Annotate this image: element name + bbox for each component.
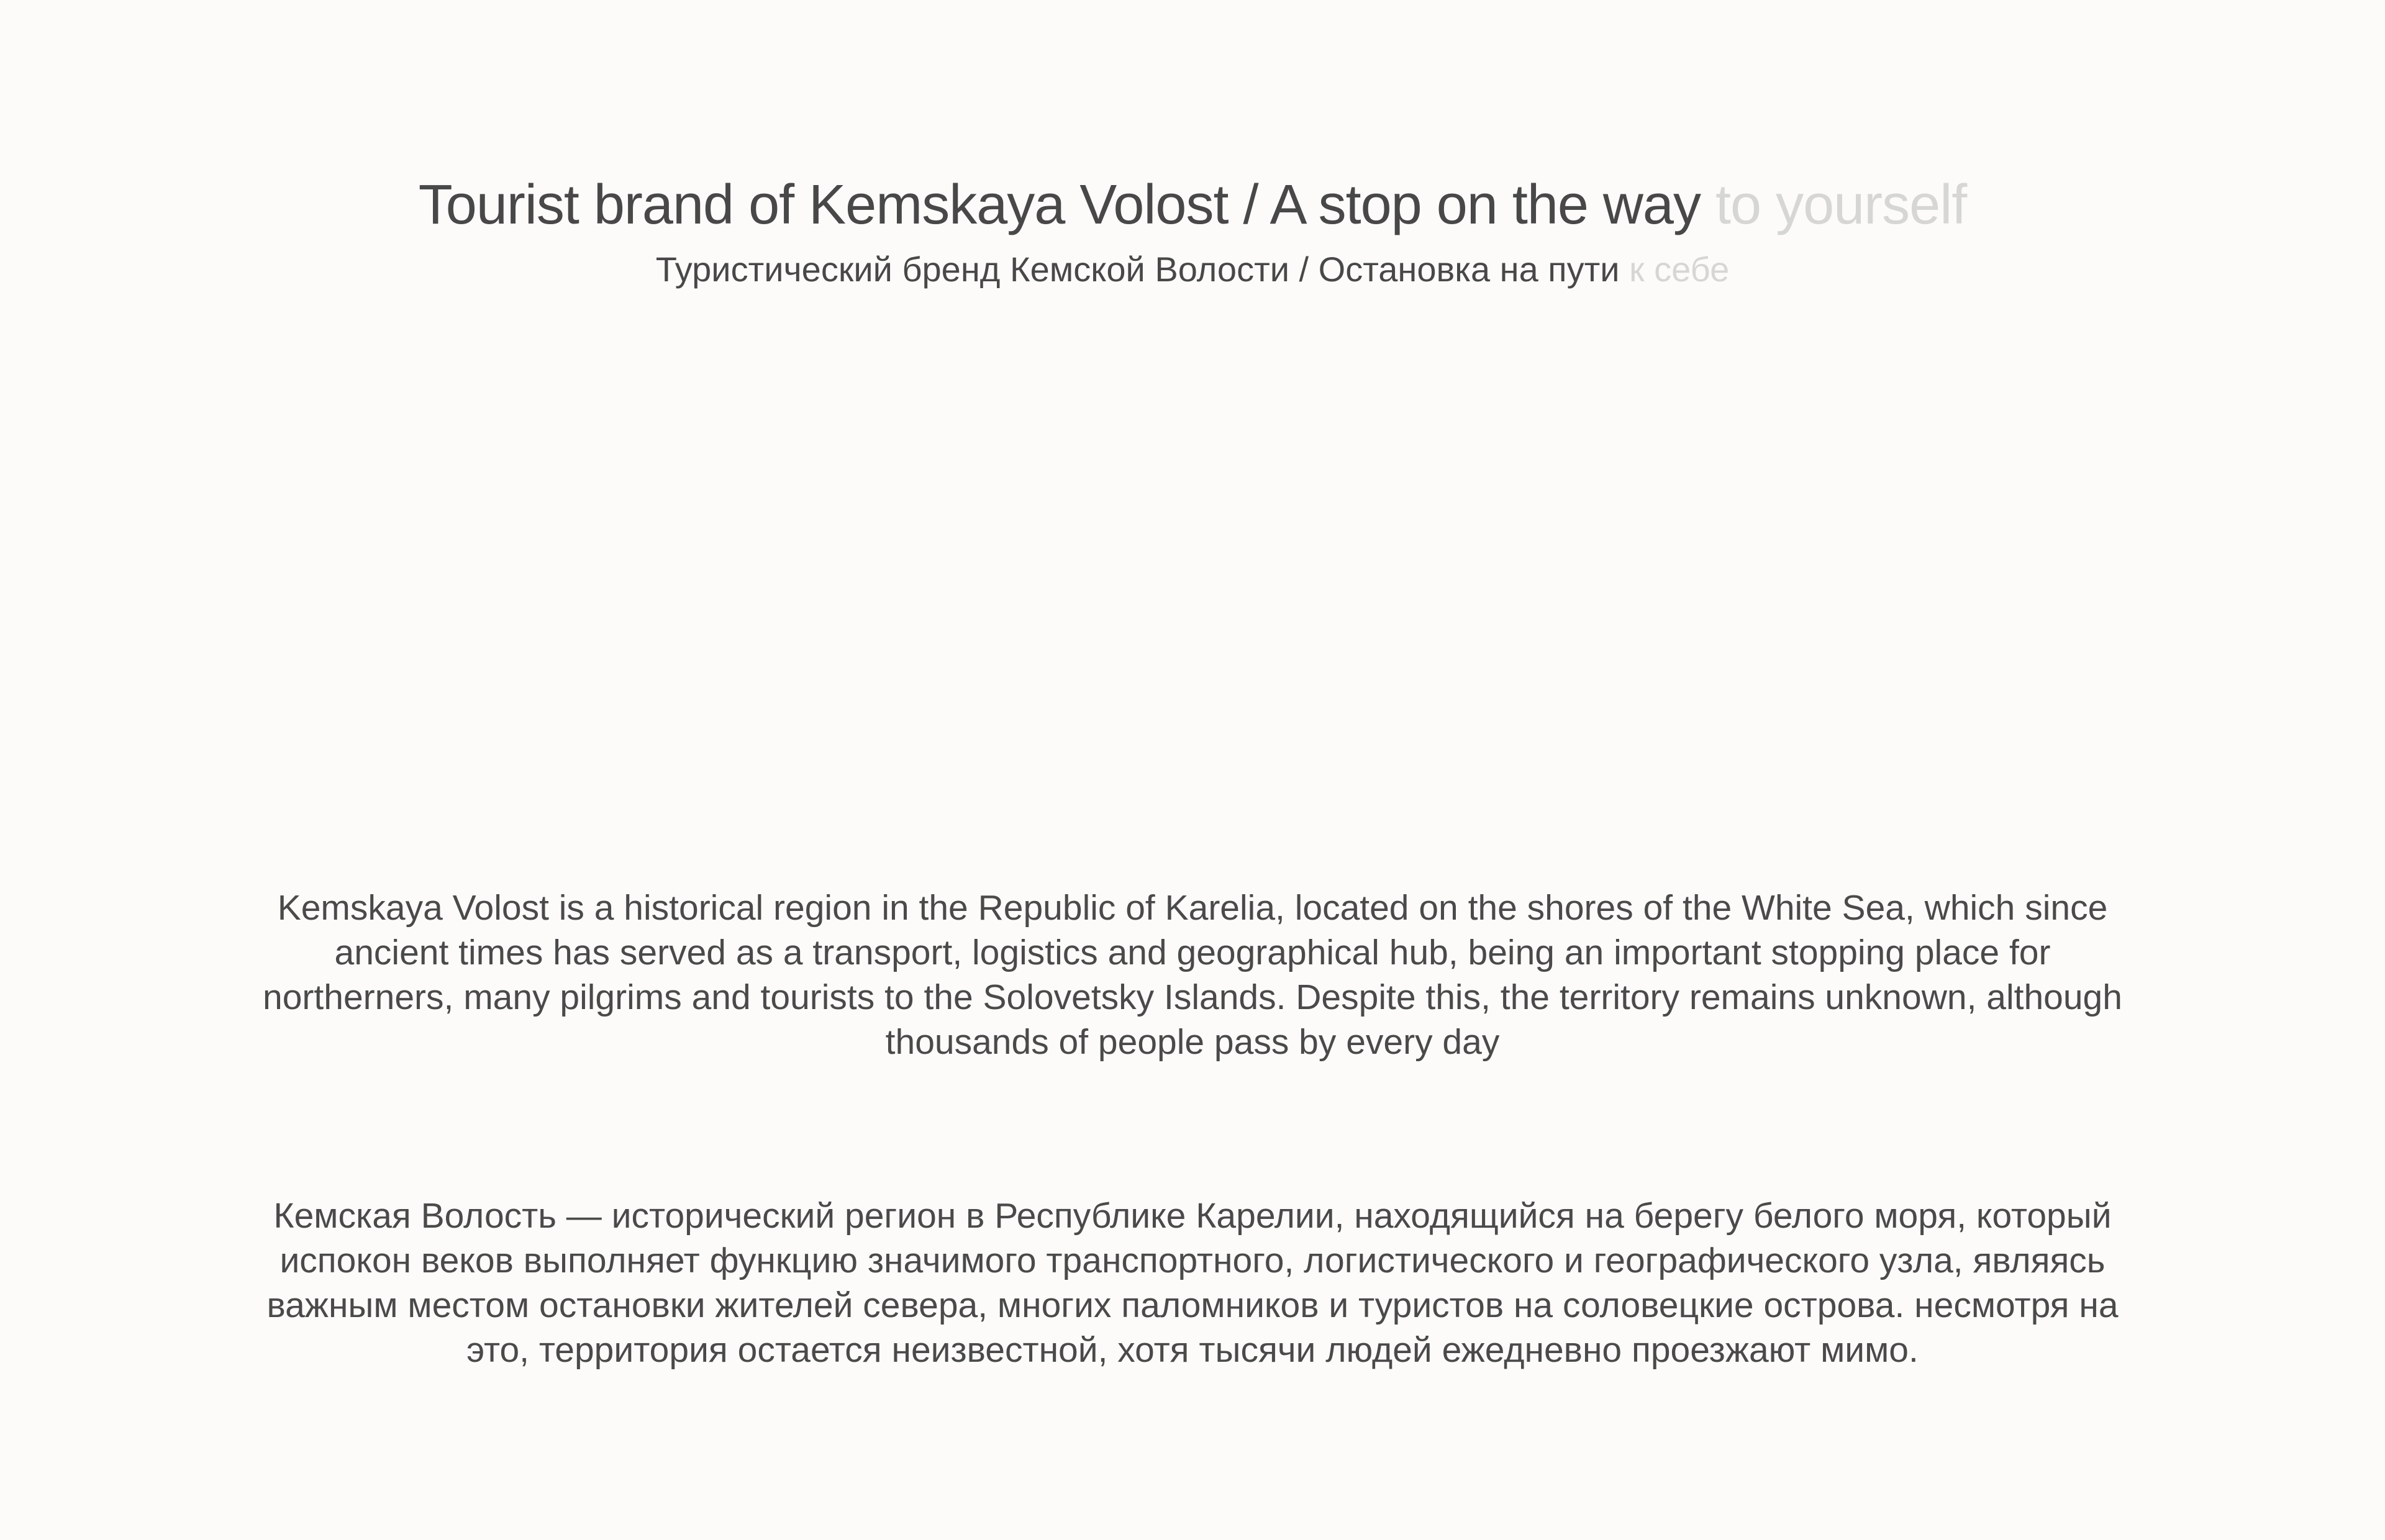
page-title-ru	[0, 246, 2385, 293]
title-en-main: Tourist brand of Kemskaya Volost / A stop on the way	[418, 174, 1701, 236]
title-en-faded: to yourself	[1715, 174, 1967, 236]
page-title-en	[0, 168, 2385, 242]
description-en: Kemskaya Volost is a historical region in the Republic of Karelia, located on the shores of the White Sea, which since ancient times has served as a transport, logistics and geographical hub, being an important stopping place for northerners, many pilgrims and tourists to the Solovetsky Islands. Despite this, the territory remains unknown, although thousands of people pass by every day	[263, 888, 2122, 1062]
title-ru-main: Туристический бренд Кемской Волости / Остановка на пути	[655, 250, 1620, 289]
title-ru-faded: к себе	[1629, 250, 1730, 289]
hero-header	[0, 168, 2385, 293]
description-ru: Кемская Волость — исторический регион в Республике Карелии, находящийся на берегу белого моря, который испокон веков выполняет функцию значимого транспортного, логистического и географического узла, являясь важным местом остановки жителей севера, многих паломников и туристов на соловецкие острова. несмотря на это, территория остается неизвестной, хотя тысячи людей ежедневно проезжают мимо.	[266, 1196, 2119, 1370]
